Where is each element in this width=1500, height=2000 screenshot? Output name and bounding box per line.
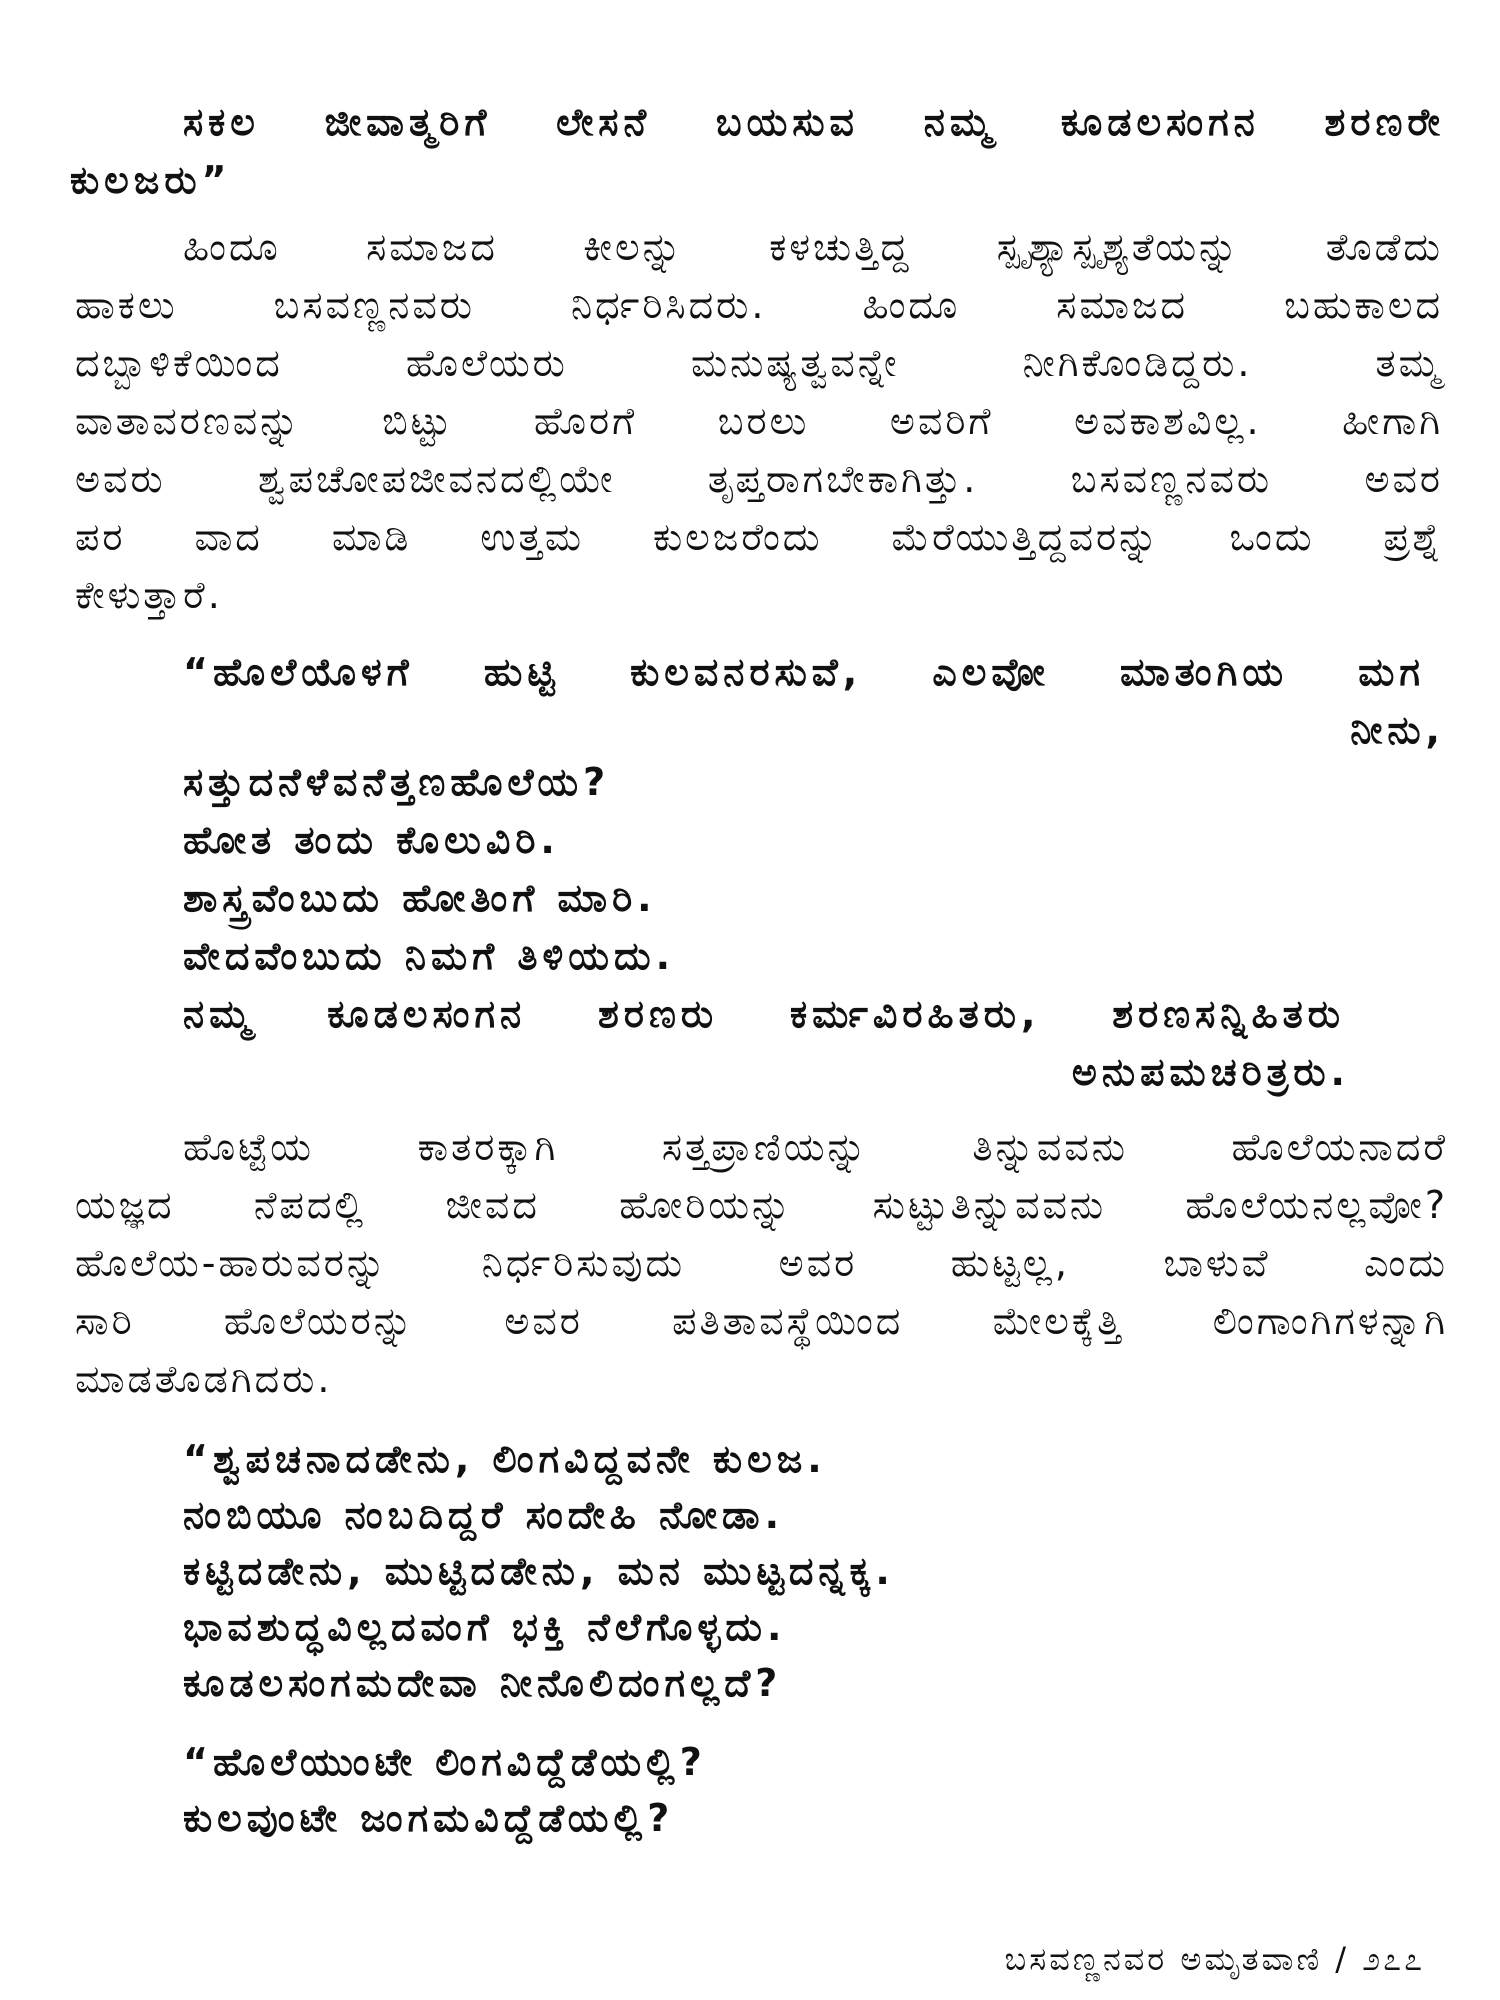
verse-line: ನಂಬಿಯೂ ನಂಬದಿದ್ದರೆ ಸಂದೇಹಿ ನೋಡಾ. bbox=[183, 1493, 785, 1537]
paragraph-line: ವಾತಾವರಣವನ್ನು ಬಿಟ್ಟು ಹೊರಗೆ ಬರಲು ಅವರಿಗೆ ಅವಕಾಶವಿಲ್ಲ. ಹೀಗಾಗಿ bbox=[75, 399, 1443, 443]
paragraph-line: ಹಾಕಲು ಬಸವಣ್ಣನವರು ನಿರ್ಧರಿಸಿದರು. ಹಿಂದೂ ಸಮಾಜದ ಬಹುಕಾಲದ bbox=[75, 283, 1443, 327]
verse-line: ಕುಲವುಂಟೇ ಜಂಗಮವಿದ್ದೆಡೆಯಲ್ಲಿ? bbox=[183, 1796, 675, 1840]
paragraph-line: ಪರ ವಾದ ಮಾಡಿ ಉತ್ತಮ ಕುಲಜರೆಂದು ಮೆರೆಯುತ್ತಿದ್ದವರನ್ನು ಒಂದು ಪ್ರಶ್ನೆ bbox=[75, 515, 1443, 559]
verse-line: ಅನುಪಮಚರಿತ್ರರು. bbox=[1071, 1050, 1350, 1094]
paragraph-line: ಅವರು ಶ್ವಪಚೋಪಜೀವನದಲ್ಲಿಯೇ ತೃಪ್ತರಾಗಬೇಕಾಗಿತ್ತು. ಬಸವಣ್ಣನವರು ಅವರ bbox=[75, 457, 1443, 501]
page-footer: ಬಸವಣ್ಣನವರ ಅಮೃತವಾಣಿ / ೨೭೭ bbox=[1004, 1940, 1425, 1978]
verse-line: ನಮ್ಮ ಕೂಡಲಸಂಗನ ಶರಣರು ಕರ್ಮವಿರಹಿತರು, ಶರಣಸನ್ನಿಹಿತರು bbox=[183, 992, 1345, 1036]
verse-line: “ಹೊಲೆಯುಂಟೇ ಲಿಂಗವಿದ್ದೆಡೆಯಲ್ಲಿ? bbox=[183, 1740, 707, 1784]
verse-line: “ಶ್ವಪಚನಾದಡೇನು, ಲಿಂಗವಿದ್ದವನೇ ಕುಲಜ. bbox=[183, 1437, 827, 1481]
verse-line: “ಹೊಲೆಯೊಳಗೆ ಹುಟ್ಟಿ ಕುಲವನರಸುವೆ, ಎಲವೋ ಮಾತಂಗಿಯ ಮಗ bbox=[183, 650, 1425, 694]
verse-line: ಭಾವಶುದ್ಧವಿಲ್ಲದವಂಗೆ ಭಕ್ತಿ ನೆಲೆಗೊಳ್ಳದು. bbox=[183, 1605, 787, 1649]
paragraph-line: ದಬ್ಬಾಳಿಕೆಯಿಂದ ಹೊಲೆಯರು ಮನುಷ್ಯತ್ವವನ್ನೇ ನೀಗಿಕೊಂಡಿದ್ದರು. ತಮ್ಮ bbox=[75, 341, 1443, 385]
verse-line: ನೀನು, bbox=[1350, 708, 1445, 752]
paragraph-line: ಸಾರಿ ಹೊಲೆಯರನ್ನು ಅವರ ಪತಿತಾವಸ್ಥೆಯಿಂದ ಮೇಲಕ್ಕೆತ್ತಿ ಲಿಂಗಾಂಗಿಗಳನ್ನಾಗಿ bbox=[75, 1299, 1448, 1343]
verse-line: ಕೂಡಲಸಂಗಮದೇವಾ ನೀನೊಲಿದಂಗಲ್ಲದೆ? bbox=[183, 1661, 783, 1705]
paragraph-line: ಯಜ್ಞದ ನೆಪದಲ್ಲಿ ಜೀವದ ಹೋರಿಯನ್ನು ಸುಟ್ಟುತಿನ್ನುವವನು ಹೊಲೆಯನಲ್ಲವೋ? bbox=[75, 1183, 1448, 1227]
paragraph-line: ಹೊಟ್ಟೆಯ ಕಾತರಕ್ಕಾಗಿ ಸತ್ತಪ್ರಾಣಿಯನ್ನು ತಿನ್ನುವವನು ಹೊಲೆಯನಾದರೆ bbox=[183, 1125, 1448, 1169]
verse-line: ವೇದವೆಂಬುದು ನಿಮಗೆ ತಿಳಿಯದು. bbox=[183, 934, 676, 978]
paragraph-line: ಹೊಲೆಯ-ಹಾರುವರನ್ನು ನಿರ್ಧರಿಸುವುದು ಅವರ ಹುಟ್ಟಲ್ಲ, ಬಾಳುವೆ ಎಂದು bbox=[75, 1241, 1448, 1285]
verse-line: ಕುಲಜರು” bbox=[70, 158, 232, 202]
paragraph-line: ಕೇಳುತ್ತಾರೆ. bbox=[75, 573, 223, 617]
verse-line: ಶಾಸ್ತ್ರವೆಂಬುದು ಹೋತಿಂಗೆ ಮಾರಿ. bbox=[183, 876, 657, 920]
verse-line: ಸತ್ತುದನೆಳೆವನೆತ್ತಣಹೊಲೆಯ? bbox=[183, 760, 611, 804]
verse-line: ಕಟ್ಟಿದಡೇನು, ಮುಟ್ಟಿದಡೇನು, ಮನ ಮುಟ್ಟದನ್ನಕ್ಕ. bbox=[183, 1549, 895, 1593]
paragraph-line: ಮಾಡತೊಡಗಿದರು. bbox=[75, 1357, 333, 1401]
verse-line: ಹೋತ ತಂದು ಕೊಲುವಿರಿ. bbox=[183, 818, 560, 862]
paragraph-line: ಹಿಂದೂ ಸಮಾಜದ ಕೀಲನ್ನು ಕಳಚುತ್ತಿದ್ದ ಸ್ಪೃಶ್ಯಾಸ್ಪೃಶ್ಯತೆಯನ್ನು ತೊಡೆದು bbox=[183, 225, 1443, 269]
verse-line: ಸಕಲ ಜೀವಾತ್ಮರಿಗೆ ಲೇಸನೆ ಬಯಸುವ ನಮ್ಮ ಕೂಡಲಸಂಗನ ಶರಣರೇ bbox=[183, 100, 1445, 144]
